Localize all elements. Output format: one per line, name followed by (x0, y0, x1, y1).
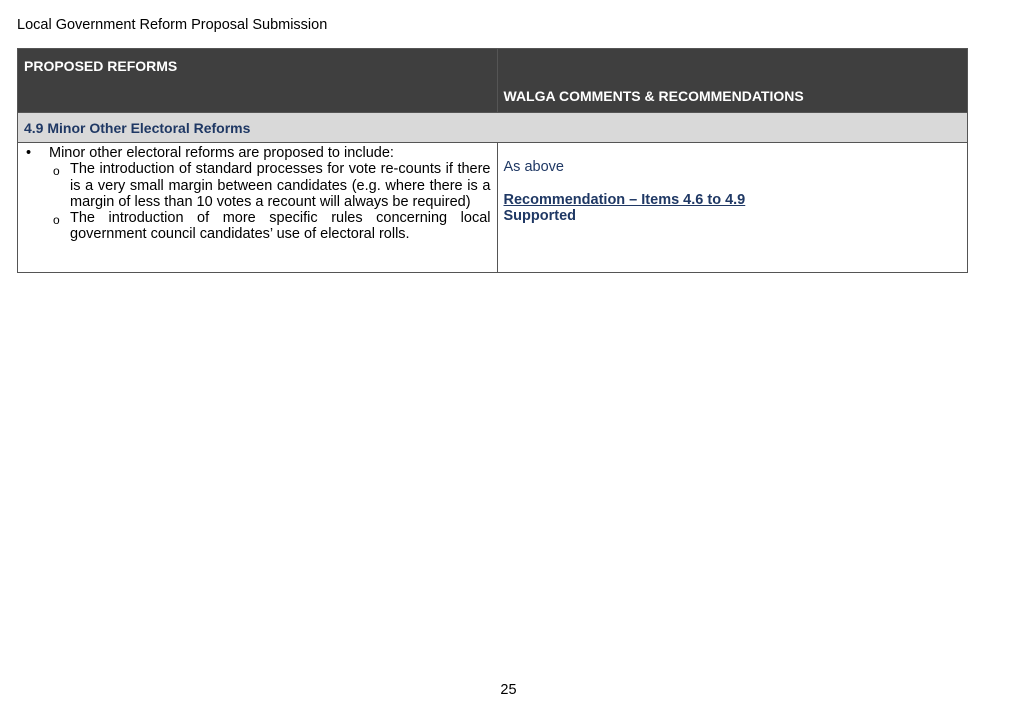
sub-bullet-icon: o (53, 164, 60, 179)
comment-text: As above (503, 159, 564, 175)
section-heading: 4.9 Minor Other Electoral Reforms (18, 113, 968, 143)
recommendation-link[interactable]: Recommendation – Items 4.6 to 4.9 (503, 191, 746, 208)
table-header-row (18, 49, 968, 113)
walga-comments-cell (497, 143, 968, 273)
bullet-icon: • (26, 145, 32, 161)
section-row (18, 113, 968, 143)
list-item-text: The introduction of more specific rules concerning local government council candidates’ use of electoral rolls. (70, 210, 491, 243)
document-header-title: Local Government Reform Proposal Submission (17, 17, 328, 33)
proposed-reforms-cell (18, 143, 498, 273)
bullet-item (24, 145, 491, 161)
reforms-table (17, 48, 968, 273)
sub-bullet-icon: o (53, 213, 60, 228)
proposed-reforms-heading: PROPOSED REFORMS (18, 49, 498, 113)
walga-comments-heading: WALGA COMMENTS & RECOMMENDATIONS (497, 49, 968, 113)
bullet-intro-text: Minor other electoral reforms are proposed to include: (49, 145, 394, 161)
list-item-text: The introduction of standard processes for vote re-counts if there is a very small margin between candidates (e.g. where there is a margin of less than 10 votes a recount will always be required) (70, 161, 491, 210)
list-item (47, 161, 491, 210)
table-row (18, 143, 968, 273)
sub-bullet-list (24, 161, 491, 242)
page-number: 25 (500, 682, 517, 698)
recommendation-status: Supported (503, 207, 576, 224)
list-item (47, 210, 491, 243)
